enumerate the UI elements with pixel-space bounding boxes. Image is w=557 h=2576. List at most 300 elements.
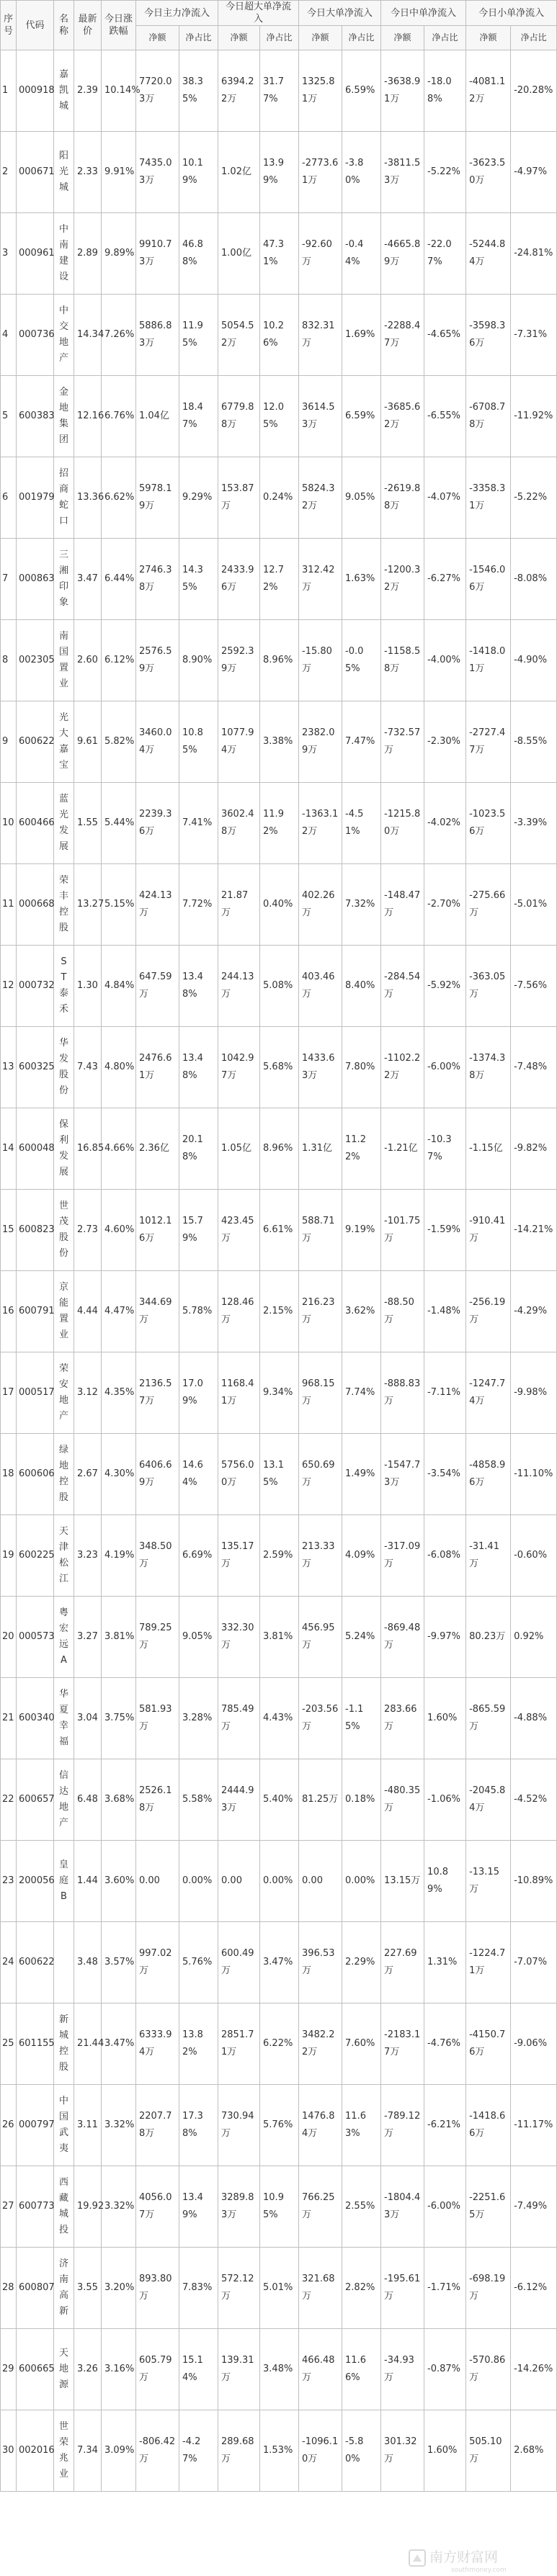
- super-large-ratio: 5.01%: [260, 2248, 299, 2329]
- small-amount: -910.41万: [466, 1190, 511, 1271]
- small-ratio: -24.81%: [511, 213, 557, 295]
- latest-price: 3.26: [74, 2329, 102, 2410]
- header-ratio: 净占比: [424, 26, 466, 50]
- medium-amount: -148.47万: [381, 864, 424, 946]
- latest-price: 12.16: [74, 376, 102, 457]
- main-amount: 7435.03万: [136, 132, 179, 213]
- large-amount: -92.60万: [299, 213, 342, 295]
- medium-ratio: -1.71%: [424, 2248, 466, 2329]
- table-row: [1, 1597, 557, 1678]
- main-ratio: 5.58%: [179, 1759, 218, 1841]
- stock-name: 招商蛇口: [58, 467, 68, 526]
- header-group-super-large: 今日超大单净流入: [218, 1, 299, 26]
- stock-name: 南国置业: [58, 630, 68, 689]
- row-index: 16: [1, 1271, 17, 1352]
- row-index: 2: [1, 132, 17, 213]
- stock-code: 000671: [17, 132, 54, 213]
- super-large-amount: 2444.93万: [218, 1759, 260, 1841]
- medium-ratio: -1.06%: [424, 1759, 466, 1841]
- medium-amount: -1.21亿: [381, 1108, 424, 1190]
- table-row: [1, 1759, 557, 1841]
- super-large-amount: 730.94万: [218, 2085, 260, 2166]
- row-index: 3: [1, 213, 17, 295]
- large-amount: 3482.22万: [299, 2003, 342, 2085]
- large-ratio: -1.15%: [342, 1678, 381, 1759]
- main-ratio: 7.72%: [179, 864, 218, 946]
- header-ratio: 净占比: [179, 26, 218, 50]
- table-row: [1, 1922, 557, 2003]
- stock-name: 新城控股: [58, 2014, 68, 2073]
- super-large-ratio: 4.43%: [260, 1678, 299, 1759]
- medium-ratio: 1.60%: [424, 2410, 466, 2492]
- stock-name: 金地集团: [58, 386, 68, 445]
- medium-amount: -4665.89万: [381, 213, 424, 295]
- change-percent: 4.66%: [102, 1108, 136, 1190]
- header-group-main: 今日主力净流入: [136, 1, 218, 26]
- table-row: [1, 2166, 557, 2248]
- medium-ratio: -3.54%: [424, 1434, 466, 1515]
- medium-amount: -3638.91万: [381, 50, 424, 132]
- latest-price: 1.44: [74, 1841, 102, 1922]
- medium-ratio: -4.76%: [424, 2003, 466, 2085]
- header-amount: 净额: [218, 26, 260, 50]
- large-amount: 1.31亿: [299, 1108, 342, 1190]
- change-percent: 3.68%: [102, 1759, 136, 1841]
- main-ratio: 14.35%: [179, 539, 218, 620]
- stock-name-cell: [54, 50, 74, 132]
- stock-code: 600325: [17, 1027, 54, 1108]
- main-ratio: 20.18%: [179, 1108, 218, 1190]
- large-ratio: 1.63%: [342, 539, 381, 620]
- super-large-ratio: 3.47%: [260, 1922, 299, 2003]
- change-percent: 4.47%: [102, 1271, 136, 1352]
- stock-name: 阳光城: [58, 150, 68, 193]
- stock-name: 荣丰控股: [58, 874, 68, 933]
- stock-name: 保利发展: [58, 1118, 68, 1177]
- main-amount: 424.13万: [136, 864, 179, 946]
- super-large-ratio: 13.15%: [260, 1434, 299, 1515]
- small-ratio: -7.56%: [511, 946, 557, 1027]
- latest-price: 3.27: [74, 1597, 102, 1678]
- change-percent: 3.09%: [102, 2410, 136, 2492]
- main-ratio: 15.14%: [179, 2329, 218, 2410]
- small-amount: -1247.74万: [466, 1352, 511, 1434]
- watermark-title: 南方财富网: [429, 2549, 499, 2565]
- super-large-amount: 1168.41万: [218, 1352, 260, 1434]
- medium-amount: -1804.43万: [381, 2166, 424, 2248]
- small-ratio: -9.98%: [511, 1352, 557, 1434]
- latest-price: 19.92: [74, 2166, 102, 2248]
- super-large-ratio: 0.40%: [260, 864, 299, 946]
- row-index: 20: [1, 1597, 17, 1678]
- large-ratio: 6.59%: [342, 50, 381, 132]
- latest-price: 4.44: [74, 1271, 102, 1352]
- large-ratio: 7.74%: [342, 1352, 381, 1434]
- stock-name-cell: [54, 2248, 74, 2329]
- row-index: 13: [1, 1027, 17, 1108]
- row-index: 23: [1, 1841, 17, 1922]
- super-large-amount: 1.02亿: [218, 132, 260, 213]
- small-ratio: -4.52%: [511, 1759, 557, 1841]
- stock-name: 天地源: [58, 2347, 68, 2390]
- change-percent: 6.12%: [102, 620, 136, 701]
- small-amount: -13.15万: [466, 1841, 511, 1922]
- change-percent: 3.47%: [102, 2003, 136, 2085]
- medium-amount: 283.66万: [381, 1678, 424, 1759]
- medium-ratio: -6.55%: [424, 376, 466, 457]
- stock-code: 600225: [17, 1515, 54, 1597]
- super-large-ratio: 9.34%: [260, 1352, 299, 1434]
- main-ratio: 5.78%: [179, 1271, 218, 1352]
- medium-ratio: -7.11%: [424, 1352, 466, 1434]
- row-index: 1: [1, 50, 17, 132]
- change-percent: 3.57%: [102, 1922, 136, 2003]
- large-amount: 403.46万: [299, 946, 342, 1027]
- table-row: [1, 2003, 557, 2085]
- change-percent: 3.60%: [102, 1841, 136, 1922]
- stock-name: 中南建设: [58, 223, 68, 282]
- header-amount: 净额: [136, 26, 179, 50]
- latest-price: 3.11: [74, 2085, 102, 2166]
- row-index: 11: [1, 864, 17, 946]
- large-amount: 968.15万: [299, 1352, 342, 1434]
- row-index: 24: [1, 1922, 17, 2003]
- table-row: [1, 1190, 557, 1271]
- large-ratio: 7.47%: [342, 701, 381, 783]
- super-large-ratio: 0.00%: [260, 1841, 299, 1922]
- small-amount: -1418.66万: [466, 2085, 511, 2166]
- large-ratio: 9.05%: [342, 457, 381, 539]
- stock-name-cell: [54, 1597, 74, 1678]
- small-amount: -2727.47万: [466, 701, 511, 783]
- stock-name: 信达地产: [58, 1769, 68, 1828]
- row-index: 19: [1, 1515, 17, 1597]
- stock-name: 嘉凯城: [58, 68, 68, 112]
- change-percent: 5.44%: [102, 783, 136, 864]
- medium-amount: -732.57万: [381, 701, 424, 783]
- super-large-ratio: 6.61%: [260, 1190, 299, 1271]
- super-large-amount: 244.13万: [218, 946, 260, 1027]
- table-row: [1, 620, 557, 701]
- change-percent: 3.75%: [102, 1678, 136, 1759]
- table-row: [1, 1027, 557, 1108]
- stock-name: 荣安地产: [58, 1363, 68, 1422]
- latest-price: 9.61: [74, 701, 102, 783]
- large-ratio: -4.51%: [342, 783, 381, 864]
- header-amount: 净额: [381, 26, 424, 50]
- super-large-amount: 21.87万: [218, 864, 260, 946]
- small-amount: 505.10万: [466, 2410, 511, 2492]
- stock-name-cell: [54, 1678, 74, 1759]
- large-amount: -1363.12万: [299, 783, 342, 864]
- stock-name: 绿地控股: [58, 1444, 68, 1503]
- header-group-large: 今日大单净流入: [299, 1, 381, 26]
- header-group-small: 今日小单净流入: [466, 1, 557, 26]
- header-code: 代码: [17, 1, 54, 50]
- stock-code: 000573: [17, 1597, 54, 1678]
- medium-amount: -2288.47万: [381, 295, 424, 376]
- stock-code: 600048: [17, 1108, 54, 1190]
- medium-amount: -2619.88万: [381, 457, 424, 539]
- large-amount: 650.69万: [299, 1434, 342, 1515]
- main-amount: 344.69万: [136, 1271, 179, 1352]
- table-row: [1, 1271, 557, 1352]
- small-amount: -3598.36万: [466, 295, 511, 376]
- latest-price: 6.48: [74, 1759, 102, 1841]
- super-large-amount: 5756.00万: [218, 1434, 260, 1515]
- main-amount: 581.93万: [136, 1678, 179, 1759]
- small-ratio: -4.88%: [511, 1678, 557, 1759]
- super-large-ratio: 5.68%: [260, 1027, 299, 1108]
- stock-name-cell: [54, 1271, 74, 1352]
- latest-price: 2.39: [74, 50, 102, 132]
- small-amount: -256.19万: [466, 1271, 511, 1352]
- large-amount: 3614.53万: [299, 376, 342, 457]
- header-amount: 净额: [466, 26, 511, 50]
- super-large-amount: 1077.94万: [218, 701, 260, 783]
- super-large-amount: 153.87万: [218, 457, 260, 539]
- small-amount: -570.86万: [466, 2329, 511, 2410]
- table-header: [1, 1, 557, 50]
- main-ratio: -4.27%: [179, 2410, 218, 2492]
- stock-name: 华发股份: [58, 1037, 68, 1096]
- medium-ratio: -0.87%: [424, 2329, 466, 2410]
- header-name: 名称: [54, 1, 74, 50]
- main-ratio: 7.41%: [179, 783, 218, 864]
- large-amount: 396.53万: [299, 1922, 342, 2003]
- small-amount: -5244.84万: [466, 213, 511, 295]
- row-index: 17: [1, 1352, 17, 1434]
- change-percent: 5.15%: [102, 864, 136, 946]
- super-large-ratio: 3.48%: [260, 2329, 299, 2410]
- table-row: [1, 2085, 557, 2166]
- large-ratio: -0.05%: [342, 620, 381, 701]
- table-row: [1, 1515, 557, 1597]
- row-index: 18: [1, 1434, 17, 1515]
- main-amount: 2207.78万: [136, 2085, 179, 2166]
- medium-ratio: -6.00%: [424, 1027, 466, 1108]
- super-large-amount: 2592.39万: [218, 620, 260, 701]
- row-index: 7: [1, 539, 17, 620]
- latest-price: 13.36: [74, 457, 102, 539]
- small-amount: -1418.01万: [466, 620, 511, 701]
- super-large-ratio: 0.24%: [260, 457, 299, 539]
- change-percent: 7.26%: [102, 295, 136, 376]
- main-ratio: 13.48%: [179, 1027, 218, 1108]
- row-index: 30: [1, 2410, 17, 2492]
- stock-code: 000961: [17, 213, 54, 295]
- stock-code: 600383: [17, 376, 54, 457]
- table-row: [1, 2410, 557, 2492]
- medium-amount: -869.48万: [381, 1597, 424, 1678]
- large-amount: 402.26万: [299, 864, 342, 946]
- main-ratio: 14.64%: [179, 1434, 218, 1515]
- latest-price: 3.04: [74, 1678, 102, 1759]
- large-ratio: -0.44%: [342, 213, 381, 295]
- main-ratio: 13.82%: [179, 2003, 218, 2085]
- stock-name: 世茂股份: [58, 1200, 68, 1259]
- main-amount: 997.02万: [136, 1922, 179, 2003]
- change-percent: 6.62%: [102, 457, 136, 539]
- main-ratio: 15.79%: [179, 1190, 218, 1271]
- medium-amount: -195.61万: [381, 2248, 424, 2329]
- medium-amount: -1547.73万: [381, 1434, 424, 1515]
- small-amount: -2045.84万: [466, 1759, 511, 1841]
- stock-name: 蓝光发展: [58, 793, 68, 852]
- header-price: 最新价: [74, 1, 102, 50]
- stock-code: 600622: [17, 701, 54, 783]
- main-amount: 348.50万: [136, 1515, 179, 1597]
- main-ratio: 46.88%: [179, 213, 218, 295]
- header-index: 序号: [1, 1, 17, 50]
- stock-code: 002305: [17, 620, 54, 701]
- main-ratio: 13.48%: [179, 946, 218, 1027]
- large-ratio: 8.40%: [342, 946, 381, 1027]
- super-large-ratio: 8.96%: [260, 620, 299, 701]
- small-ratio: -5.01%: [511, 864, 557, 946]
- change-percent: 6.44%: [102, 539, 136, 620]
- change-percent: 4.84%: [102, 946, 136, 1027]
- medium-ratio: -6.21%: [424, 2085, 466, 2166]
- super-large-amount: 128.46万: [218, 1271, 260, 1352]
- stock-name-cell: [54, 1922, 74, 2003]
- large-amount: 766.25万: [299, 2166, 342, 2248]
- change-percent: 9.91%: [102, 132, 136, 213]
- super-large-amount: 572.12万: [218, 2248, 260, 2329]
- small-ratio: -4.90%: [511, 620, 557, 701]
- medium-amount: -888.83万: [381, 1352, 424, 1434]
- stock-name: 皇庭B: [58, 1859, 68, 1902]
- row-index: 5: [1, 376, 17, 457]
- table-row: [1, 701, 557, 783]
- change-percent: 3.20%: [102, 2248, 136, 2329]
- large-ratio: -3.80%: [342, 132, 381, 213]
- stock-name-cell: [54, 2003, 74, 2085]
- super-large-ratio: 5.76%: [260, 2085, 299, 2166]
- large-amount: -1096.10万: [299, 2410, 342, 2492]
- stock-code: 200056: [17, 1841, 54, 1922]
- medium-ratio: -4.65%: [424, 295, 466, 376]
- stock-name: 天津松江: [58, 1525, 68, 1584]
- medium-amount: -284.54万: [381, 946, 424, 1027]
- super-large-ratio: 8.96%: [260, 1108, 299, 1190]
- super-large-amount: 2433.96万: [218, 539, 260, 620]
- super-large-ratio: 2.15%: [260, 1271, 299, 1352]
- super-large-ratio: 2.59%: [260, 1515, 299, 1597]
- main-amount: 605.79万: [136, 2329, 179, 2410]
- stock-name-cell: [54, 620, 74, 701]
- medium-amount: -1200.32万: [381, 539, 424, 620]
- medium-amount: 227.69万: [381, 1922, 424, 2003]
- medium-ratio: -2.30%: [424, 701, 466, 783]
- main-amount: 2476.61万: [136, 1027, 179, 1108]
- stock-code: 600823: [17, 1190, 54, 1271]
- small-amount: -363.05万: [466, 946, 511, 1027]
- latest-price: 16.85: [74, 1108, 102, 1190]
- latest-price: 2.60: [74, 620, 102, 701]
- super-large-amount: 289.68万: [218, 2410, 260, 2492]
- stock-name-cell: [54, 295, 74, 376]
- stock-code: 600807: [17, 2248, 54, 2329]
- medium-ratio: -1.59%: [424, 1190, 466, 1271]
- small-amount: -4150.76万: [466, 2003, 511, 2085]
- super-large-ratio: 12.72%: [260, 539, 299, 620]
- large-amount: 1325.81万: [299, 50, 342, 132]
- change-percent: 3.32%: [102, 2166, 136, 2248]
- medium-amount: 301.32万: [381, 2410, 424, 2492]
- stock-name: 西藏城投: [58, 2176, 68, 2235]
- table-row: [1, 539, 557, 620]
- large-amount: 466.48万: [299, 2329, 342, 2410]
- stock-name: 京能置业: [58, 1281, 68, 1340]
- medium-amount: -2183.17万: [381, 2003, 424, 2085]
- stock-name-cell: [54, 2410, 74, 2492]
- small-ratio: -8.55%: [511, 701, 557, 783]
- large-ratio: 5.24%: [342, 1597, 381, 1678]
- medium-amount: -317.09万: [381, 1515, 424, 1597]
- main-amount: 5886.83万: [136, 295, 179, 376]
- table-row: [1, 1841, 557, 1922]
- super-large-ratio: 10.95%: [260, 2166, 299, 2248]
- stock-name-cell: [54, 2329, 74, 2410]
- row-index: 4: [1, 295, 17, 376]
- small-ratio: -9.06%: [511, 2003, 557, 2085]
- medium-ratio: 10.89%: [424, 1841, 466, 1922]
- stock-name-cell: [54, 2166, 74, 2248]
- header-ratio: 净占比: [511, 26, 557, 50]
- stock-name: 中国武夷: [58, 2095, 68, 2154]
- table-row: [1, 1108, 557, 1190]
- medium-ratio: 1.60%: [424, 1678, 466, 1759]
- large-amount: 216.23万: [299, 1271, 342, 1352]
- small-amount: -4858.96万: [466, 1434, 511, 1515]
- stock-code: 600340: [17, 1678, 54, 1759]
- large-amount: -2773.61万: [299, 132, 342, 213]
- super-large-ratio: 13.99%: [260, 132, 299, 213]
- stock-name: 世荣兆业: [58, 2420, 68, 2479]
- stock-code: 601155: [17, 2003, 54, 2085]
- small-ratio: -6.12%: [511, 2248, 557, 2329]
- stock-code: 600773: [17, 2166, 54, 2248]
- super-large-ratio: 3.81%: [260, 1597, 299, 1678]
- table-row: [1, 213, 557, 295]
- table-row: [1, 946, 557, 1027]
- small-amount: -1.15亿: [466, 1108, 511, 1190]
- main-ratio: 9.05%: [179, 1597, 218, 1678]
- row-index: 8: [1, 620, 17, 701]
- latest-price: 3.47: [74, 539, 102, 620]
- main-amount: 647.59万: [136, 946, 179, 1027]
- change-percent: 3.81%: [102, 1597, 136, 1678]
- stock-name-cell: [54, 1434, 74, 1515]
- medium-ratio: -4.07%: [424, 457, 466, 539]
- large-amount: 0.00: [299, 1841, 342, 1922]
- main-amount: 893.80万: [136, 2248, 179, 2329]
- main-ratio: 17.09%: [179, 1352, 218, 1434]
- stock-name-cell: [54, 2085, 74, 2166]
- stock-code: 600665: [17, 2329, 54, 2410]
- medium-amount: -1102.22万: [381, 1027, 424, 1108]
- change-percent: 6.76%: [102, 376, 136, 457]
- large-ratio: 2.55%: [342, 2166, 381, 2248]
- super-large-ratio: 5.40%: [260, 1759, 299, 1841]
- stock-code: 000736: [17, 295, 54, 376]
- small-amount: -2251.65万: [466, 2166, 511, 2248]
- main-ratio: 5.76%: [179, 1922, 218, 2003]
- large-amount: 312.42万: [299, 539, 342, 620]
- row-index: 6: [1, 457, 17, 539]
- main-amount: 9910.73万: [136, 213, 179, 295]
